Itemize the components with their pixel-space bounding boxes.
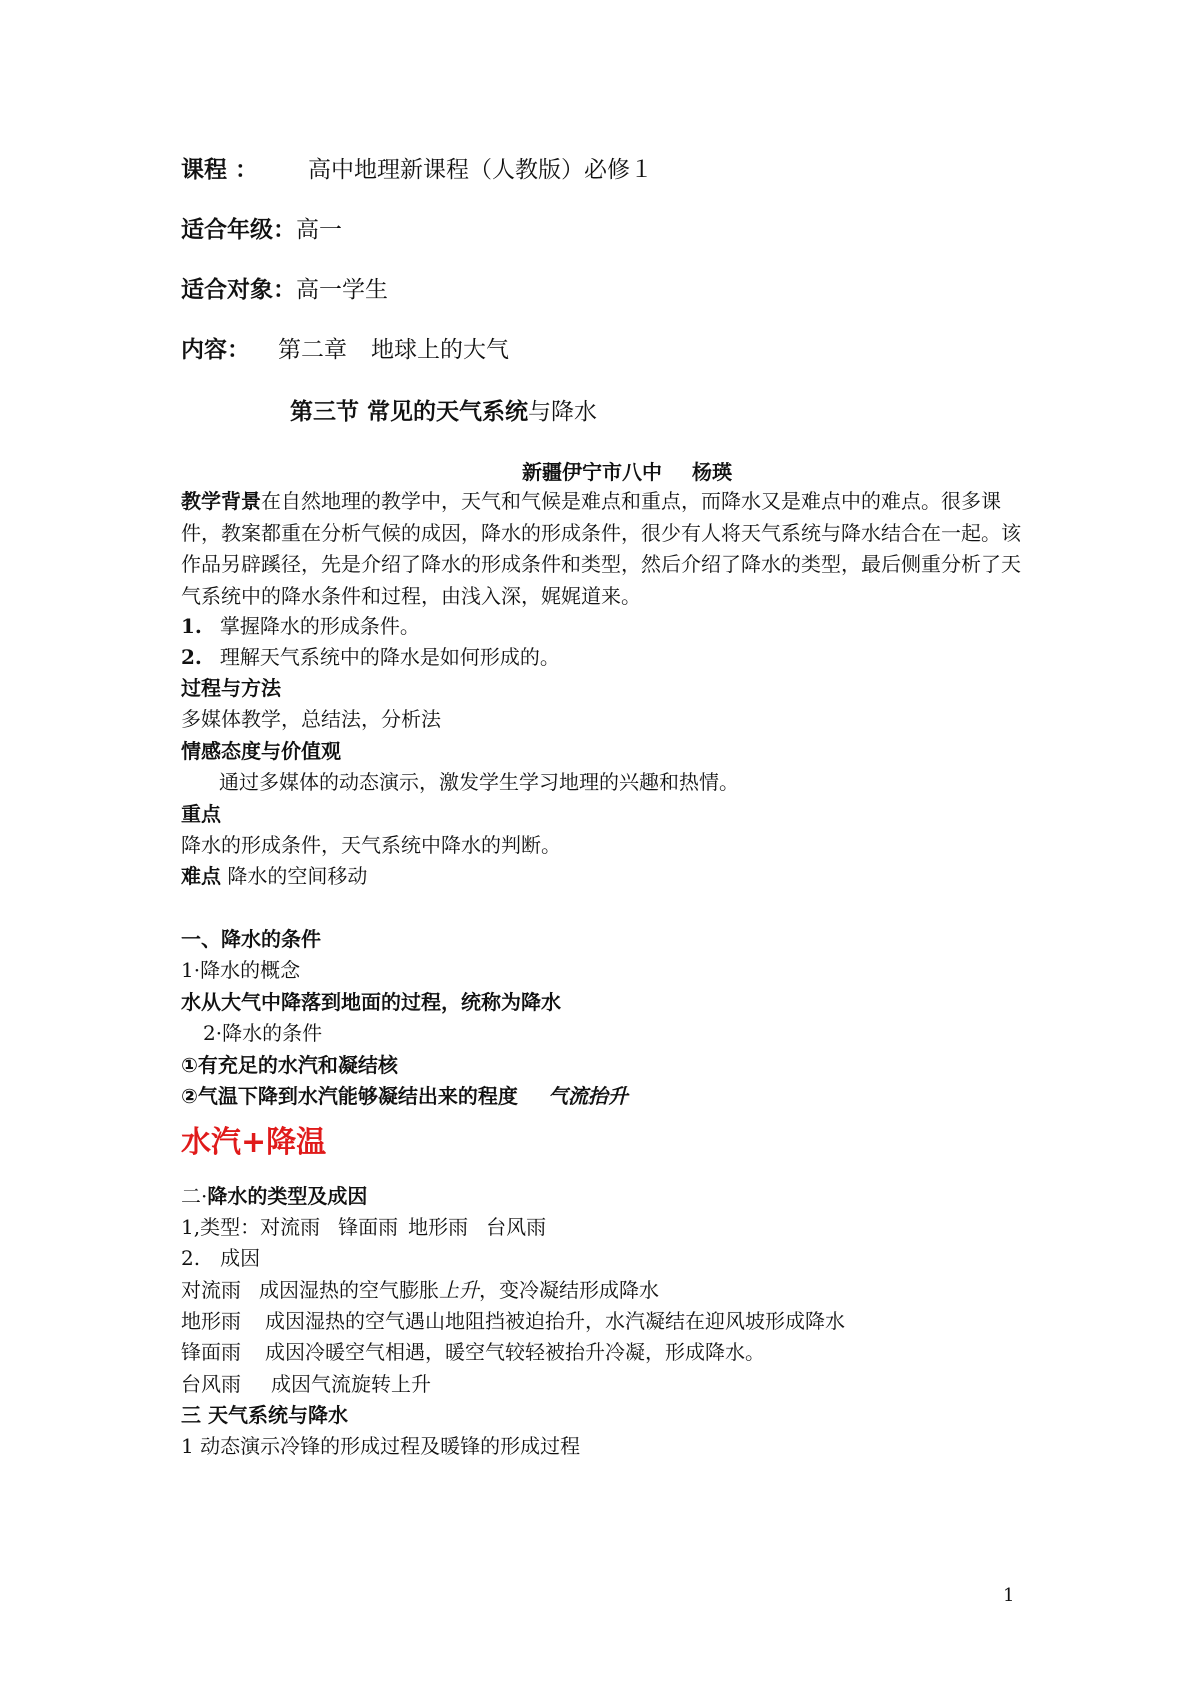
course-line	[181, 155, 653, 185]
objective-num: 2.	[181, 645, 202, 669]
type-item: 锋面雨	[338, 1215, 399, 1239]
emotion-heading: 情感态度与价值观	[181, 739, 341, 763]
background-text: 在自然地理的教学中，天气和气候是难点和重点，而降水又是难点中的难点。很多课件，教案都重在分析气候的成因，降水的形成条件，很少有人将天气系统与降水结合在一起。该作品另辟蹊径，先是介绍了降水的形成条件和类型，然后介绍了降水的类型，最后侧重分析了天气系统中的降水条件和过程，由浅入深，娓娓道来。	[181, 489, 1021, 608]
type-item: 对流雨	[260, 1215, 321, 1239]
cause-row	[181, 1276, 659, 1304]
condition-2: ②气温下降到水汽能够凝结出来的程度	[181, 1084, 518, 1108]
page-number: 1	[1003, 1585, 1015, 1606]
grade-label: 适合年级：	[181, 217, 296, 243]
concept-text: 水从大气中降落到地面的过程，统称为降水	[181, 990, 561, 1014]
course-value: 高中地理新课程（人教版）必修１	[308, 157, 654, 183]
cause-name: 台风雨	[181, 1372, 241, 1396]
part2-prefix: 二·	[181, 1184, 208, 1208]
part3-heading: 三 天气系统与降水	[181, 1403, 348, 1427]
grade-line	[181, 215, 342, 245]
content-label: 内容：	[181, 337, 250, 363]
audience-label: 适合对象：	[181, 277, 296, 303]
difficulty-text: 降水的空间移动	[227, 864, 368, 888]
cause-row	[181, 1370, 431, 1398]
types-line	[181, 1213, 546, 1241]
author-school: 新疆伊宁市八中	[522, 460, 662, 484]
difficulty-line	[181, 862, 367, 890]
types-label: 1,类型：	[181, 1215, 261, 1239]
objective-1	[181, 612, 420, 640]
grade-value: 高一	[296, 217, 342, 243]
cause-text: 成因气流旋转上升	[271, 1372, 431, 1396]
cause-row	[181, 1338, 765, 1366]
cause-name: 地形雨	[181, 1309, 241, 1333]
cause-row	[181, 1307, 845, 1335]
cause-name: 对流雨	[181, 1278, 241, 1302]
cause-label: 2. 成因	[181, 1246, 261, 1270]
objective-text: 理解天气系统中的降水是如何形成的。	[219, 645, 560, 669]
condition-2-note: 气流抬升	[547, 1084, 628, 1108]
section-title-bold: 第三节 常见的天气系统	[290, 399, 529, 425]
process-text: 多媒体教学，总结法，分析法	[181, 707, 441, 731]
section-title-rest: 与降水	[528, 399, 598, 425]
part3-item: 1 动态演示冷锋的形成过程及暖锋的形成过程	[181, 1434, 581, 1458]
objective-text: 掌握降水的形成条件。	[219, 614, 420, 638]
summary-red: 水汽+降温	[181, 1125, 327, 1160]
cause-text: 成因湿热的空气膨胀	[259, 1278, 439, 1302]
part2-heading-line	[181, 1182, 367, 1210]
course-label: 课程 ：	[181, 157, 259, 183]
chapter: 第二章	[278, 337, 347, 363]
background-paragraph	[181, 486, 1021, 612]
part2-heading: 降水的类型及成因	[207, 1184, 368, 1208]
difficulty-heading: 难点	[181, 864, 221, 888]
type-item: 地形雨	[408, 1215, 469, 1239]
cause-text: 成因冷暖空气相遇，暖空气较轻被抬升冷凝，形成降水。	[265, 1340, 765, 1364]
audience-line	[181, 275, 388, 305]
cause-emph: 上升	[439, 1278, 479, 1302]
emotion-text: 通过多媒体的动态演示，激发学生学习地理的兴趣和热情。	[219, 770, 739, 794]
process-heading: 过程与方法	[181, 676, 281, 700]
cause-text-rest: ，变冷凝结形成降水	[479, 1278, 659, 1302]
condition-2-line	[181, 1082, 628, 1110]
chapter-title: 地球上的大气	[371, 337, 509, 363]
key-heading: 重点	[181, 802, 221, 826]
author-line	[522, 458, 732, 486]
condition-label: 2·降水的条件	[203, 1021, 323, 1045]
type-item: 台风雨	[486, 1215, 547, 1239]
content-line	[181, 335, 509, 365]
audience-value: 高一学生	[296, 277, 388, 303]
part1-heading: 一、降水的条件	[181, 927, 321, 951]
author-name: 杨瑛	[692, 460, 732, 484]
condition-1: ①有充足的水汽和凝结核	[181, 1053, 398, 1077]
cause-text: 成因湿热的空气遇山地阻挡被迫抬升，水汽凝结在迎风坡形成降水	[265, 1309, 845, 1333]
background-label: 教学背景	[181, 489, 261, 513]
objective-num: 1.	[181, 614, 202, 638]
section-title	[290, 397, 597, 427]
key-text: 降水的形成条件，天气系统中降水的判断。	[181, 833, 561, 857]
objective-2	[181, 643, 560, 671]
cause-name: 锋面雨	[181, 1340, 241, 1364]
concept-label: 1·降水的概念	[181, 958, 301, 982]
